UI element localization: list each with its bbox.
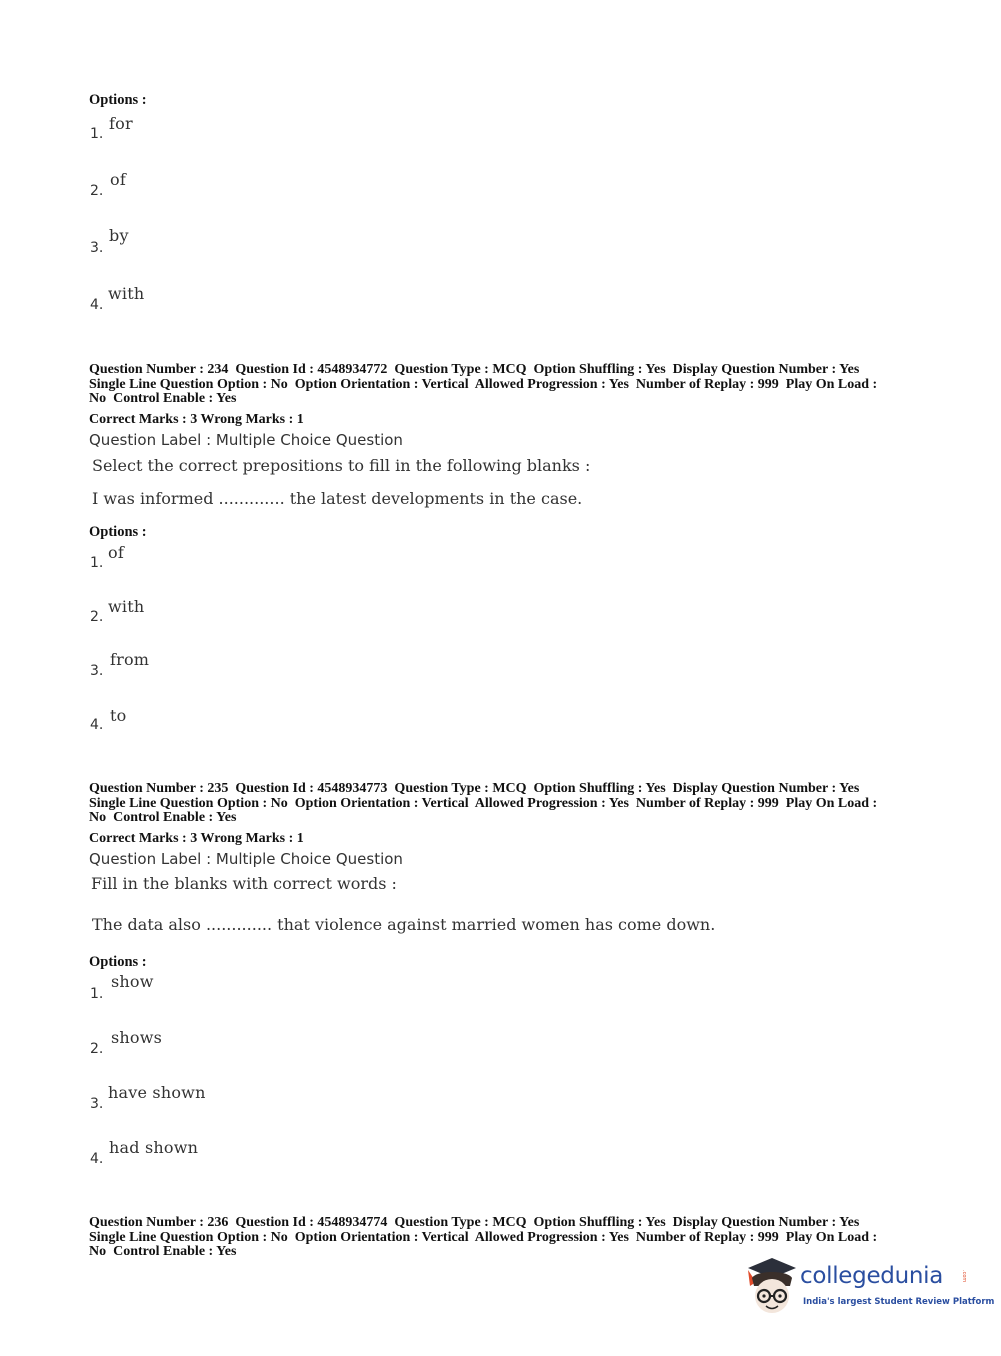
option-text: with: [108, 284, 145, 303]
option-text: show: [111, 972, 154, 991]
option-text: had shown: [109, 1138, 199, 1157]
question-marks: Correct Marks : 3 Wrong Marks : 1: [89, 831, 304, 846]
collegedunia-logo: [742, 1252, 995, 1322]
options-heading: Options :: [89, 524, 147, 540]
option-number: 2.: [90, 183, 104, 199]
option-text: of: [110, 170, 126, 189]
option-text: shows: [111, 1028, 163, 1047]
question-label: Question Label : Multiple Choice Question: [89, 431, 403, 449]
question-sentence: I was informed ............. the latest developments in the case.: [92, 489, 583, 508]
option-number: 1.: [90, 986, 104, 1002]
question-label: Question Label : Multiple Choice Question: [89, 850, 403, 868]
options-heading: Options :: [89, 92, 147, 108]
question-meta: Question Number : 234 Question Id : 4548934772 Question Type : MCQ Option Shuffling : Yes Display Question Number : Yes Single Line Question Option : No Option Orientation : Vertical Allowed Progression : Yes Number of Replay : 999 Play On Load : No Control Enable : Yes: [89, 362, 878, 406]
option-number: 3.: [90, 663, 104, 679]
option-number: 4.: [90, 717, 104, 733]
options-heading: Options :: [89, 954, 147, 970]
option-text: of: [108, 543, 124, 562]
option-text: to: [110, 706, 127, 725]
option-number: 4.: [90, 297, 104, 313]
question-meta: Question Number : 236 Question Id : 4548934774 Question Type : MCQ Option Shuffling : Yes Display Question Number : Yes Single Line Question Option : No Option Orientation : Vertical Allowed Progression : Yes Number of Replay : 999 Play On Load : No Control Enable : Yes: [89, 1215, 878, 1259]
option-number: 2.: [90, 1041, 104, 1057]
option-number: 3.: [90, 1096, 104, 1112]
logo-wordmark: collegedunia: [800, 1263, 944, 1289]
option-text: have shown: [108, 1083, 206, 1102]
logo-tagline: India's largest Student Review Platform: [803, 1297, 995, 1307]
question-sentence: The data also ............. that violence against married women has come down.: [92, 915, 716, 934]
question-instruction: Fill in the blanks with correct words :: [91, 874, 397, 893]
option-text: by: [109, 226, 129, 245]
option-text: from: [110, 650, 150, 669]
option-text: with: [108, 597, 145, 616]
mascot-icon: [742, 1252, 802, 1322]
option-text: for: [109, 114, 133, 133]
option-number: 4.: [90, 1151, 104, 1167]
logo-domain-suffix: .com: [961, 1270, 967, 1283]
option-number: 2.: [90, 609, 104, 625]
question-meta: Question Number : 235 Question Id : 4548934773 Question Type : MCQ Option Shuffling : Yes Display Question Number : Yes Single Line Question Option : No Option Orientation : Vertical Allowed Progression : Yes Number of Replay : 999 Play On Load : No Control Enable : Yes: [89, 781, 878, 825]
question-instruction: Select the correct prepositions to fill in the following blanks :: [92, 456, 591, 475]
option-number: 3.: [90, 240, 104, 256]
option-number: 1.: [90, 126, 104, 142]
question-marks: Correct Marks : 3 Wrong Marks : 1: [89, 412, 304, 427]
option-number: 1.: [90, 555, 104, 571]
